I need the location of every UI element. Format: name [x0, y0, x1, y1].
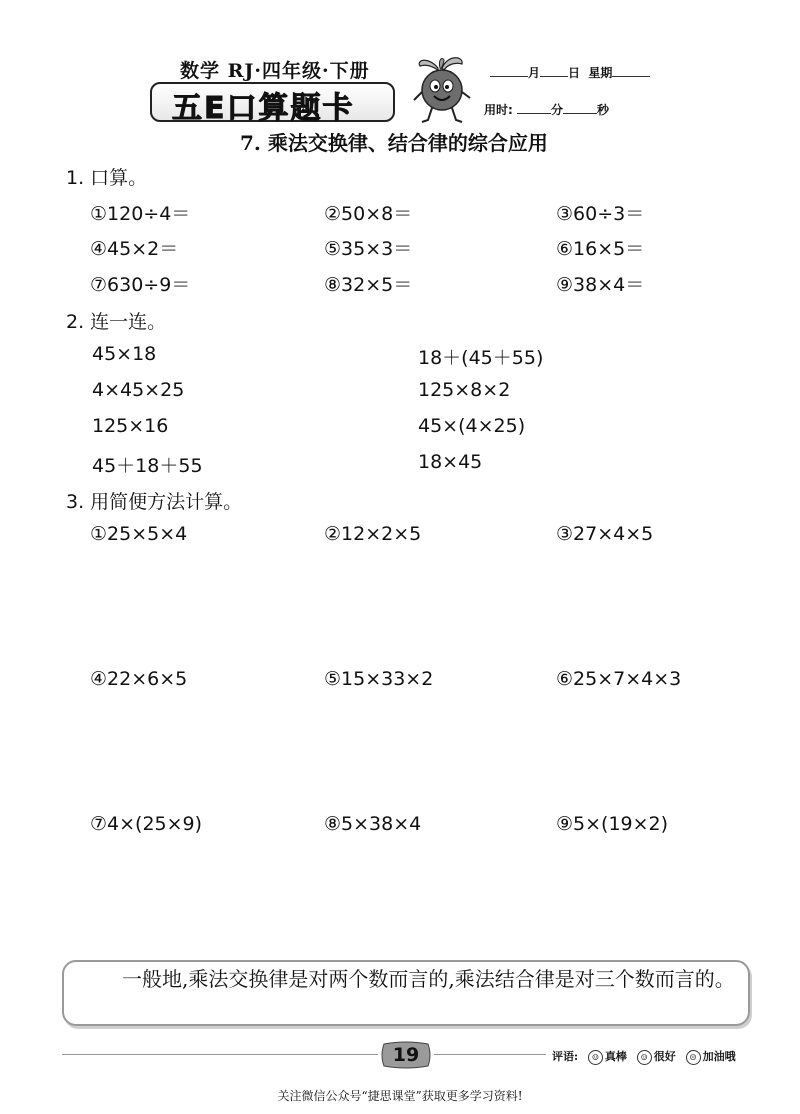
minute-blank[interactable]	[517, 113, 551, 114]
match-left-item[interactable]: 45×18	[92, 343, 157, 365]
eval-option: 加油哦	[702, 1050, 736, 1063]
s3-item: ⑦4×(25×9)	[90, 813, 203, 835]
s1-item: ①120÷4＝	[90, 203, 191, 225]
s1-item: ⑧32×5＝	[324, 274, 413, 296]
s1-item: ⑨38×4＝	[556, 274, 645, 296]
brand-title: 五E口算题卡	[172, 91, 355, 126]
eval-option: 真棒	[604, 1050, 627, 1063]
cheer-face-icon[interactable]: ☹	[686, 1050, 701, 1065]
match-left-item[interactable]: 125×16	[92, 415, 169, 437]
s1-item: ⑤35×3＝	[324, 238, 413, 260]
match-right-item[interactable]: 18＋(45＋55)	[418, 347, 544, 369]
s3-item: ⑤15×33×2	[324, 668, 434, 690]
weekday-label: 星期	[588, 66, 613, 80]
eval-option: 很好	[653, 1050, 676, 1063]
s1-item: ②50×8＝	[324, 203, 413, 225]
s3-item: ①25×5×4	[90, 523, 188, 545]
match-right-item[interactable]: 125×8×2	[418, 379, 511, 401]
minute-label: 分	[551, 103, 564, 117]
s1-item: ④45×2＝	[90, 238, 179, 260]
month-blank[interactable]	[490, 76, 528, 77]
day-label: 日	[568, 66, 581, 80]
time-fields	[484, 101, 609, 118]
match-left-item[interactable]: 45＋18＋55	[92, 455, 203, 477]
section1-heading: 1. 口算。	[66, 167, 148, 189]
page-number: 19	[392, 1044, 420, 1066]
s3-item: ⑧5×38×4	[324, 813, 422, 835]
bottom-note: 关注微信公众号“捷思课堂”获取更多学习资料!	[277, 1089, 523, 1103]
s3-item: ⑨5×(19×2)	[556, 813, 669, 835]
month-label: 月	[528, 66, 541, 80]
weekday-blank[interactable]	[612, 76, 650, 77]
note-text: 一般地,乘法交换律是对两个数而言的,乘法结合律是对三个数而言的。	[122, 967, 735, 991]
time-label: 用时:	[484, 103, 513, 117]
s1-item: ⑦630÷9＝	[90, 274, 191, 296]
s1-item: ⑥16×5＝	[556, 238, 645, 260]
eval-label: 评语:	[552, 1050, 579, 1063]
evaluation	[552, 1048, 736, 1065]
second-label: 秒	[597, 103, 610, 117]
s3-item: ④22×6×5	[90, 668, 188, 690]
s3-item: ②12×2×5	[324, 523, 422, 545]
s1-item: ③60÷3＝	[556, 203, 645, 225]
radish-mascot-icon	[408, 54, 476, 124]
subject-line: 数学 RJ·四年级·下册	[180, 60, 370, 82]
date-fields	[490, 64, 650, 81]
s3-item: ⑥25×7×4×3	[556, 668, 682, 690]
s3-item: ③27×4×5	[556, 523, 654, 545]
lesson-title: 7. 乘法交换律、结合律的综合应用	[240, 131, 548, 155]
section3-heading: 3. 用简便方法计算。	[66, 491, 243, 513]
footer-line-right	[434, 1054, 546, 1055]
footer-line-left	[62, 1054, 378, 1055]
smile-face-icon[interactable]: ☺	[637, 1050, 652, 1065]
second-blank[interactable]	[563, 113, 597, 114]
grin-face-icon[interactable]: ☺	[588, 1050, 603, 1065]
day-blank[interactable]	[540, 76, 568, 77]
match-right-item[interactable]: 18×45	[418, 451, 483, 473]
match-left-item[interactable]: 4×45×25	[92, 379, 185, 401]
section2-heading: 2. 连一连。	[66, 311, 167, 333]
match-right-item[interactable]: 45×(4×25)	[418, 415, 526, 437]
